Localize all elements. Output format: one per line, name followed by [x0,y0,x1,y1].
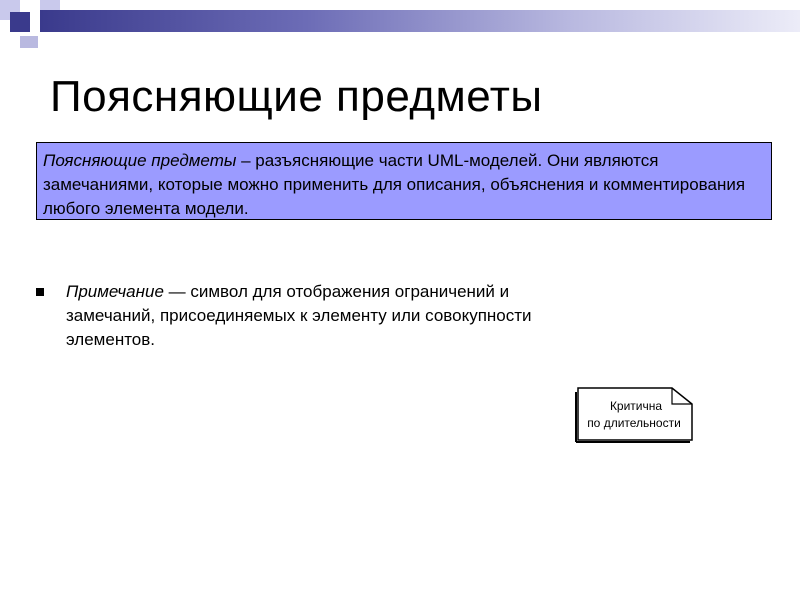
bullet-description: — символ для отображения ограничений и замечаний, присоединяемых к элементу или совокупности элементов. [66,282,532,349]
bullet-term: Примечание [66,282,164,301]
page-title: Поясняющие предметы [50,72,543,121]
header-gradient-band [40,10,800,32]
bullet-item [36,280,536,352]
uml-note-icon [572,382,698,446]
bullet-text [66,280,536,352]
note-line-2: по длительности [587,416,681,430]
note-shape [578,388,692,440]
note-line-1: Критична [609,399,663,413]
deco-square [10,12,30,32]
deco-square [20,36,38,48]
deco-square [40,0,60,10]
definition-box [36,142,772,220]
definition-text: – разъясняющие части UML-моделей. Они являются замечаниями, которые можно применить для описания, объяснения и комментирования любого элемента модели. [43,151,746,218]
bullet-square-icon [36,288,44,296]
definition-term: Поясняющие предметы [43,151,237,170]
